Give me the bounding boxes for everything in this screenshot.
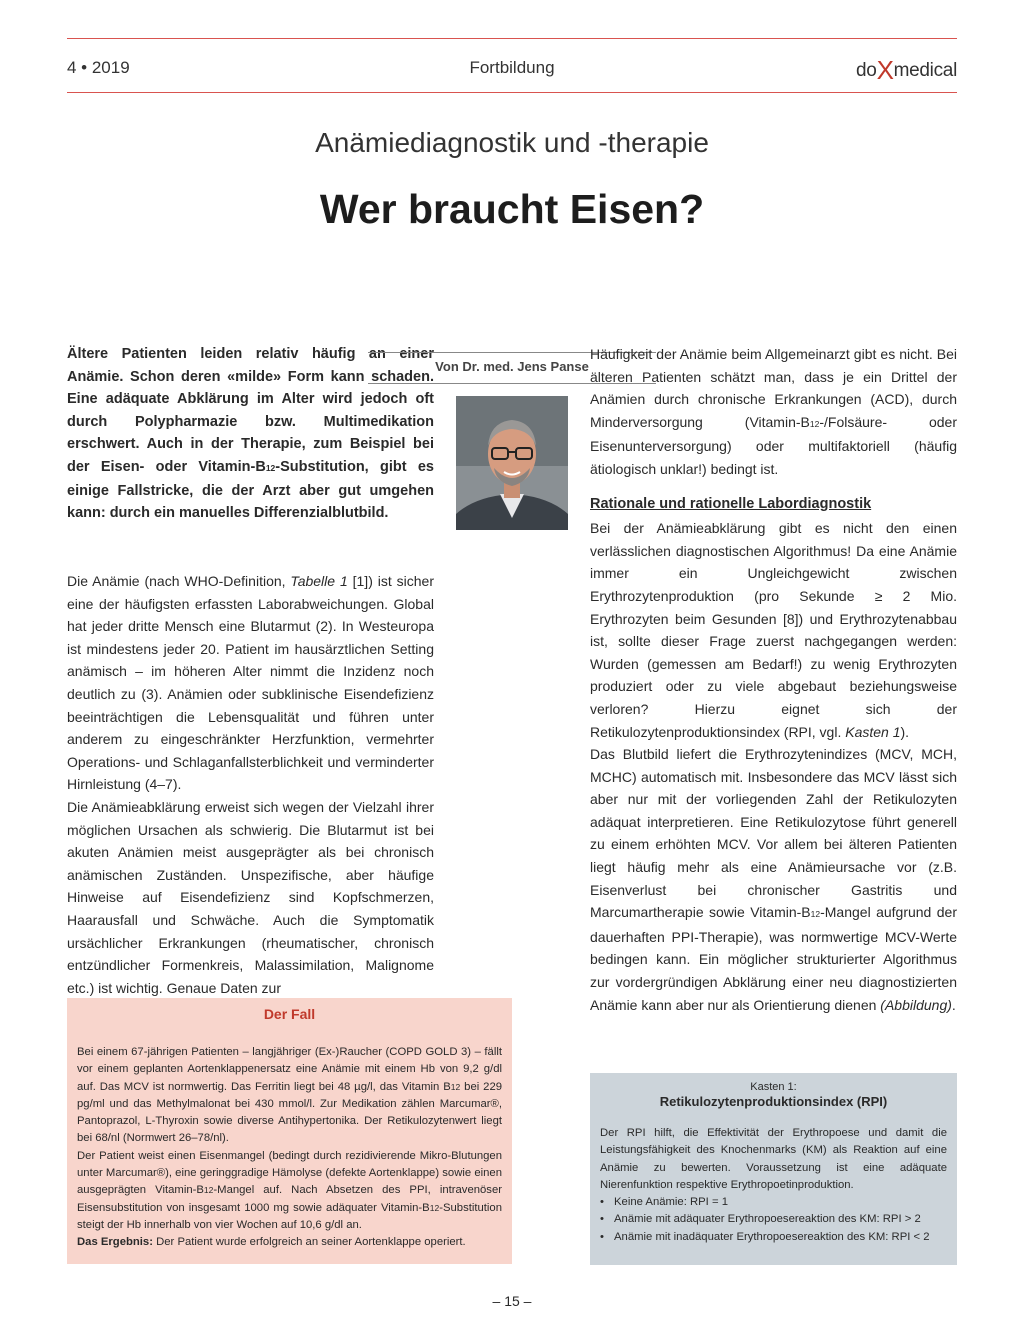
list-item: • Anämie mit inadäquater Erythropoesereaktion des KM: RPI < 2 (600, 1229, 947, 1246)
info-box-title: Retikulozytenproduktionsindex (RPI) (659, 1094, 888, 1109)
section-name: Fortbildung (469, 58, 555, 77)
case-result: Das Ergebnis: Der Patient wurde erfolgreich an seiner Aortenklappe operiert. (77, 1236, 466, 1249)
article-kicker: Anämiediagnostik und -therapie (315, 127, 709, 158)
left-paragraph-1: Die Anämie (nach WHO-Definition, Tabelle 1 [1]) ist sicher eine der häufigsten erfassten Laborabweichungen. Global hat jeder dritte Mensch eine Blutarmut (2). In Westeuropa ist mindestens jeder 20. Patient im hausärztlichen Setting anämisch – im höheren Alter nimmt die Inzidenz noch deutlich zu (3). Anämien oder subklinische Eisendefizienz beeinträchtigen die Lebensqualität und führen unter anderem zu eingeschränkter Herzfunktion, vermehrter Operations- und Schlaganfallsterblichkeit und verminderter Hirnleistung (4–7). (67, 573, 434, 793)
case-box-text (77, 1044, 502, 1252)
issue-number: 4 • 2019 (67, 58, 130, 77)
article-lead: Ältere Patienten leiden relativ häufig an einer Anämie. Schon deren «milde» Form kann schaden. Eine adäquate Abklärung im Alter wird jedoch oft durch Polypharmazie bzw. Multimedikation erschwert. Auch in der Therapie, zum Beispiel bei der Eisen- oder Vitamin-B12-Substitution, gibt es einige Fallstricke, die der Arzt aber gut umgehen kann: durch ein manuelles Differenzialblutbild. (67, 346, 434, 522)
author-portrait (456, 396, 568, 530)
right-paragraph-2: Bei der Anämieabklärung gibt es nicht den einen verlässlichen diagnostischen Algorithmus! Da eine Anämie immer ein Ungleichgewicht zwischen Erythrozytenproduktion (pro Sekunde ≥ 2 Mio. Erythrozyten beim Gesunden [8]) und Erythrozytenabbau ist, sollte dieser Frage zuerst nachgegangen werden: Wurden (gemessen am Bedarf!) zu wenig Erythrozyten produziert oder zu viele abgebaut beziehungsweise verloren? Hierzu eignet sich der Retikulozytenproduktionsindex (RPI, vgl. Kasten 1). (590, 520, 957, 740)
info-box-paragraph: Der RPI hilft, die Effektivität der Erythropoese und damit die Leistungsfähigkeit des Knochenmarks (KM) als Reaktion auf eine Anämie zu bewerten. Voraussetzung ist eine adäquate Nierenfunktion respektive Erythropoetinproduktion. (600, 1127, 947, 1191)
case-paragraph-2: Der Patient weist einen Eisenmangel (bedingt durch rezidivierende Mikro-Blutungen unter Marcumar®), eine geringgradige Hämolyse (defekte Aortenklappe) sowie einen ausgeprägten Vitamin-B12-Mangel auf. Nach Absetzen des PPI, intravenöser Eisensubstitution von insgesamt 1000 mg sowie adäquater Vitamin-B12-Substitution steigt der Hb innerhalb von vier Wochen auf 10,6 g/dl an. (77, 1149, 502, 1231)
case-box (67, 998, 512, 1264)
info-box-label: Kasten 1: (750, 1081, 797, 1093)
info-box-rpi (590, 1073, 957, 1265)
header-top-rule (67, 38, 957, 39)
right-paragraph-1: Häufigkeit der Anämie beim Allgemeinarzt gibt es nicht. Bei älteren Patienten schätzt man, dass je ein Drittel der Anämien durch chronische Erkrankungen (ACD), durch Minderversorgung (Vitamin-B12-/Folsäure- oder Eisenunterversorgung) oder multifaktoriell (häufig ätiologisch unklar!) bedingt ist. (590, 346, 957, 477)
section-subheading: Rationale und rationelle Labordiagnostik (590, 495, 872, 512)
list-item: • Anämie mit adäquater Erythropoesereaktion des KM: RPI > 2 (600, 1211, 947, 1228)
page-number: – 15 – (492, 1293, 532, 1309)
author-byline: Von Dr. med. Jens Panse (368, 352, 656, 384)
info-box-list (600, 1194, 947, 1246)
right-paragraph-3: Das Blutbild liefert die Erythrozytenindizes (MCV, MCH, MCHC) automatisch mit. Insbesondere das MCV lässt sich aber nur mit der vorliegenden Zahl der Retikulozyten adäquat interpretieren. Eine Retikulozytose führt generell zu einem erhöhten MCV. Vor allem bei älteren Patienten liegt häufig mehr als eine Anämieursache vor (z.B. Eisenverlust bei chronischer Gastritis und Marcumartherapie sowie Vitamin-B12-Mangel aufgrund der dauerhaften PPI-Therapie), was normwertige MCV-Werte bedingen kann. Ein möglicher strukturierter Algorithmus zur vordergründigen Abklärung einer neu diagnostizierten Anämie kann aber nur als Orientierung dienen (Abbildung). (590, 746, 957, 1013)
article-title: Wer braucht Eisen? (319, 186, 705, 232)
case-box-title: Der Fall (263, 1006, 316, 1022)
case-paragraph-1: Bei einem 67-jährigen Patienten – langjähriger (Ex-)Raucher (COPD GOLD 3) – fällt vor einem geplanten Aortenklappenersatz eine Anämie mit einem Hb von 9,2 g/dl auf. Das MCV ist normwertig. Das Ferritin liegt bei 48 µg/l, das Vitamin B12 bei 229 pg/ml und das Methylmalonat bei 430 mmol/l. Zur Medikation zählen Marcumar®, Pantoprazol, L-Thyroxin sowie diverse Antihypertonika. Der Retikulozytenwert liegt bei 68/nl (Normwert 26–78/nl). (77, 1046, 503, 1145)
info-box-text (600, 1125, 947, 1246)
left-column-body (67, 570, 434, 999)
list-item: • Keine Anämie: RPI = 1 (600, 1194, 947, 1211)
right-column-body (590, 343, 957, 1016)
header-bottom-rule (67, 92, 957, 93)
left-paragraph-2: Die Anämieabklärung erweist sich wegen der Vielzahl ihrer möglichen Ursachen als schwierig. Die Blutarmut ist bei akuten Anämien meist ausgeprägter als bei chronisch anämischen Zuständen. Unspezifische, aber häufige Hinweise auf Eisendefizienz sind Kopfschmerzen, Haarausfall und Schwäche. Auch die Symptomatik ursächlicher Erkrankungen (rheumatischer, chronisch entzündlicher Formenkreis, Malassimilation, Malignome etc.) ist wichtig. Genaue Daten zur (67, 798, 434, 996)
doxmedical-logo: doXmedical (856, 55, 957, 85)
